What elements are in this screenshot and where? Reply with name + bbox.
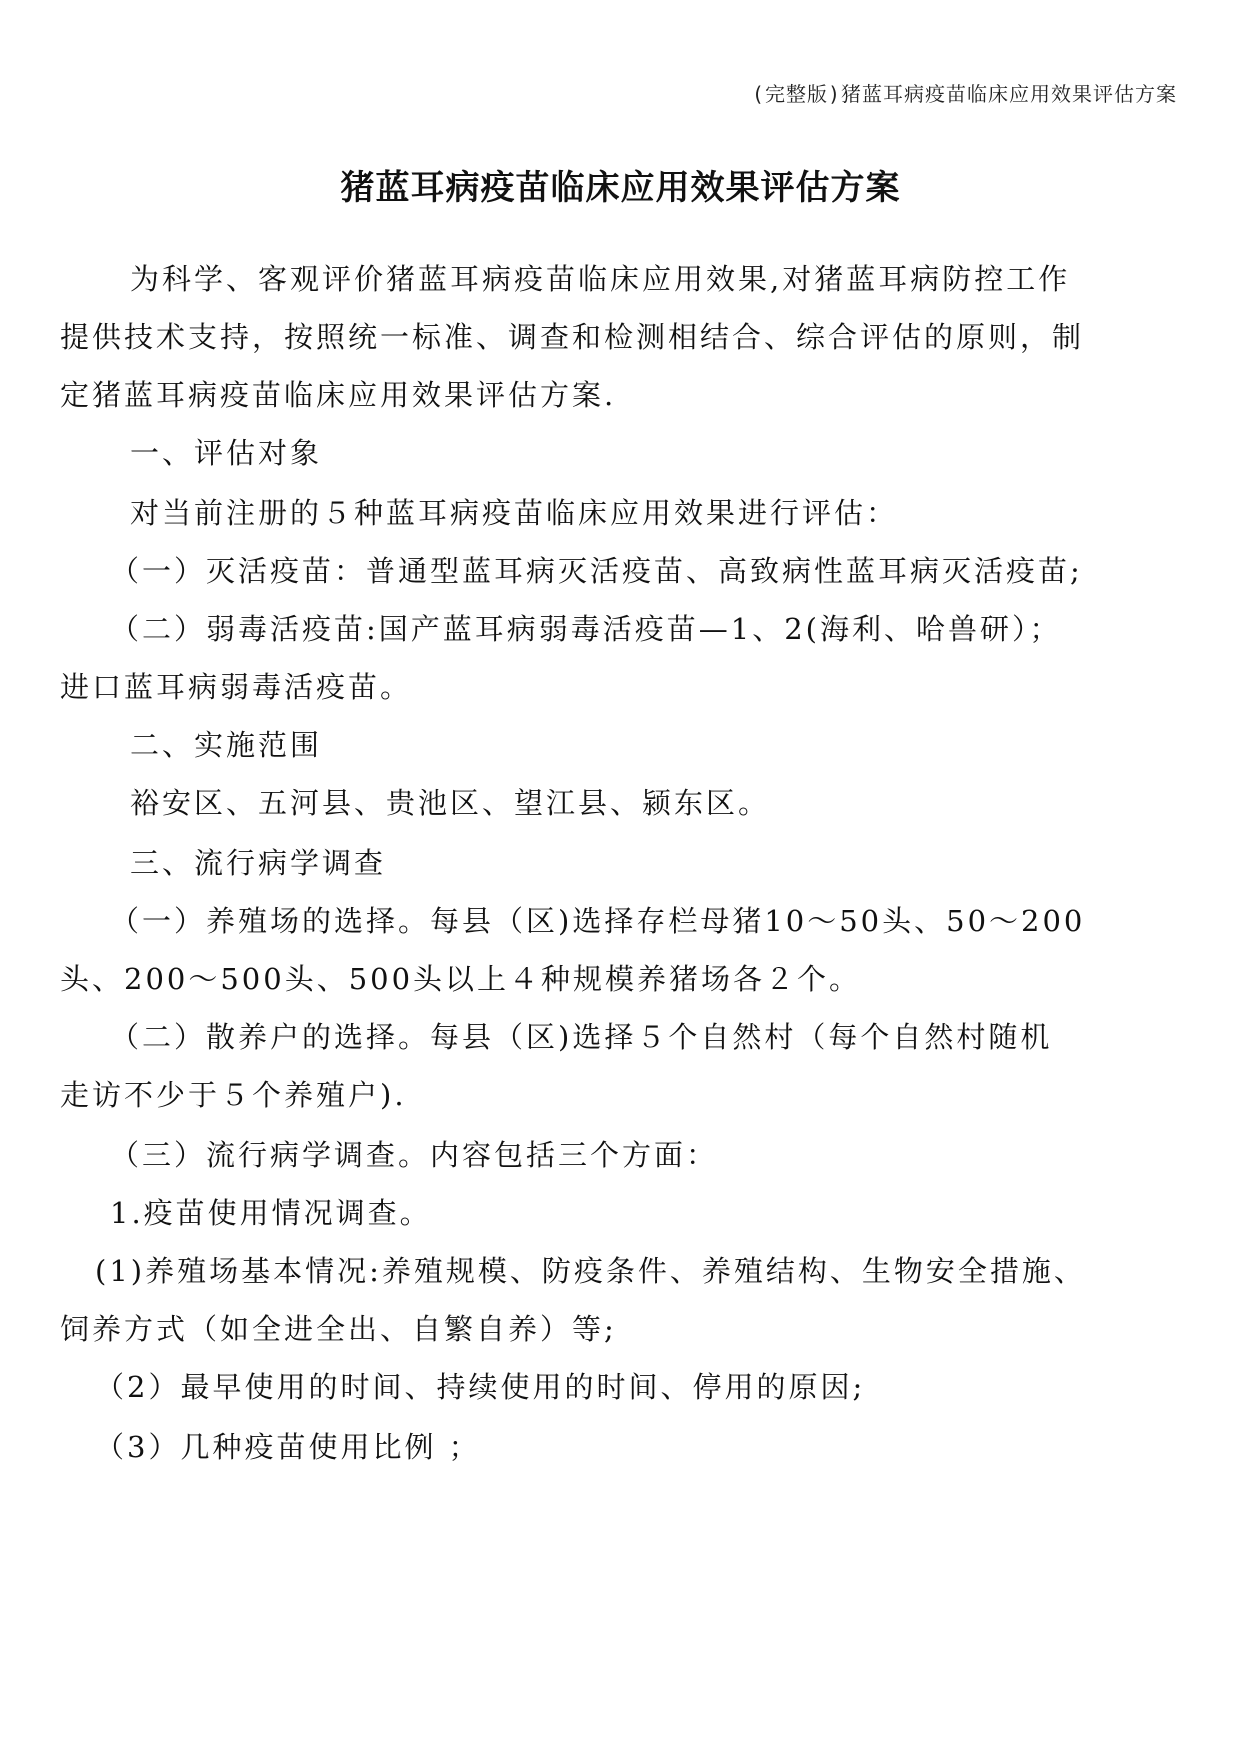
body-line: （二）弱毒活疫苗:国产蓝耳病弱毒活疫苗—1、2(海利、哈兽研）； bbox=[110, 612, 1062, 646]
section-heading: 二、实施范围 bbox=[130, 728, 323, 762]
section-heading: 三、流行病学调查 bbox=[130, 846, 387, 880]
body-line: 提供技术支持，按照统一标准、调查和检测相结合、综合评估的原则，制 bbox=[60, 320, 1085, 354]
body-line: （二）散养户的选择。每县（区)选择５个自然村（每个自然村随机 bbox=[110, 1020, 1053, 1054]
body-line: 走访不少于５个养殖户). bbox=[60, 1078, 407, 1112]
body-line: 裕安区、五河县、贵池区、望江县、颍东区。 bbox=[130, 786, 771, 820]
body-line: (1)养殖场基本情况:养殖规模、防疫条件、养殖结构、生物安全措施、 bbox=[95, 1254, 1086, 1288]
section-heading: 一、评估对象 bbox=[130, 436, 323, 470]
body-line: 头、200～500头、500头以上４种规模养猪场各２个。 bbox=[60, 962, 862, 996]
body-line: 对当前注册的５种蓝耳病疫苗临床应用效果进行评估： bbox=[130, 496, 899, 530]
body-line: （3）几种疫苗使用比例 ； bbox=[95, 1430, 481, 1464]
body-line: （一）养殖场的选择。每县（区)选择存栏母猪10～50头、50～200 bbox=[110, 904, 1086, 938]
document-title: 猪蓝耳病疫苗临床应用效果评估方案 bbox=[340, 168, 901, 208]
body-line: 1.疫苗使用情况调查。 bbox=[110, 1196, 432, 1230]
body-line: （一）灭活疫苗：普通型蓝耳病灭活疫苗、高致病性蓝耳病灭活疫苗; bbox=[110, 554, 1083, 588]
running-header: (完整版)猪蓝耳病疫苗临床应用效果评估方案 bbox=[751, 82, 1177, 106]
body-line: 进口蓝耳病弱毒活疫苗。 bbox=[60, 670, 413, 704]
body-line: 定猪蓝耳病疫苗临床应用效果评估方案. bbox=[60, 378, 617, 412]
body-line: 为科学、客观评价猪蓝耳病疫苗临床应用效果,对猪蓝耳病防控工作 bbox=[130, 262, 1071, 296]
body-line: 饲养方式（如全进全出、自繁自养）等; bbox=[60, 1312, 617, 1346]
body-line: （三）流行病学调查。内容包括三个方面： bbox=[110, 1138, 719, 1172]
body-line: （2）最早使用的时间、持续使用的时间、停用的原因; bbox=[95, 1370, 866, 1404]
